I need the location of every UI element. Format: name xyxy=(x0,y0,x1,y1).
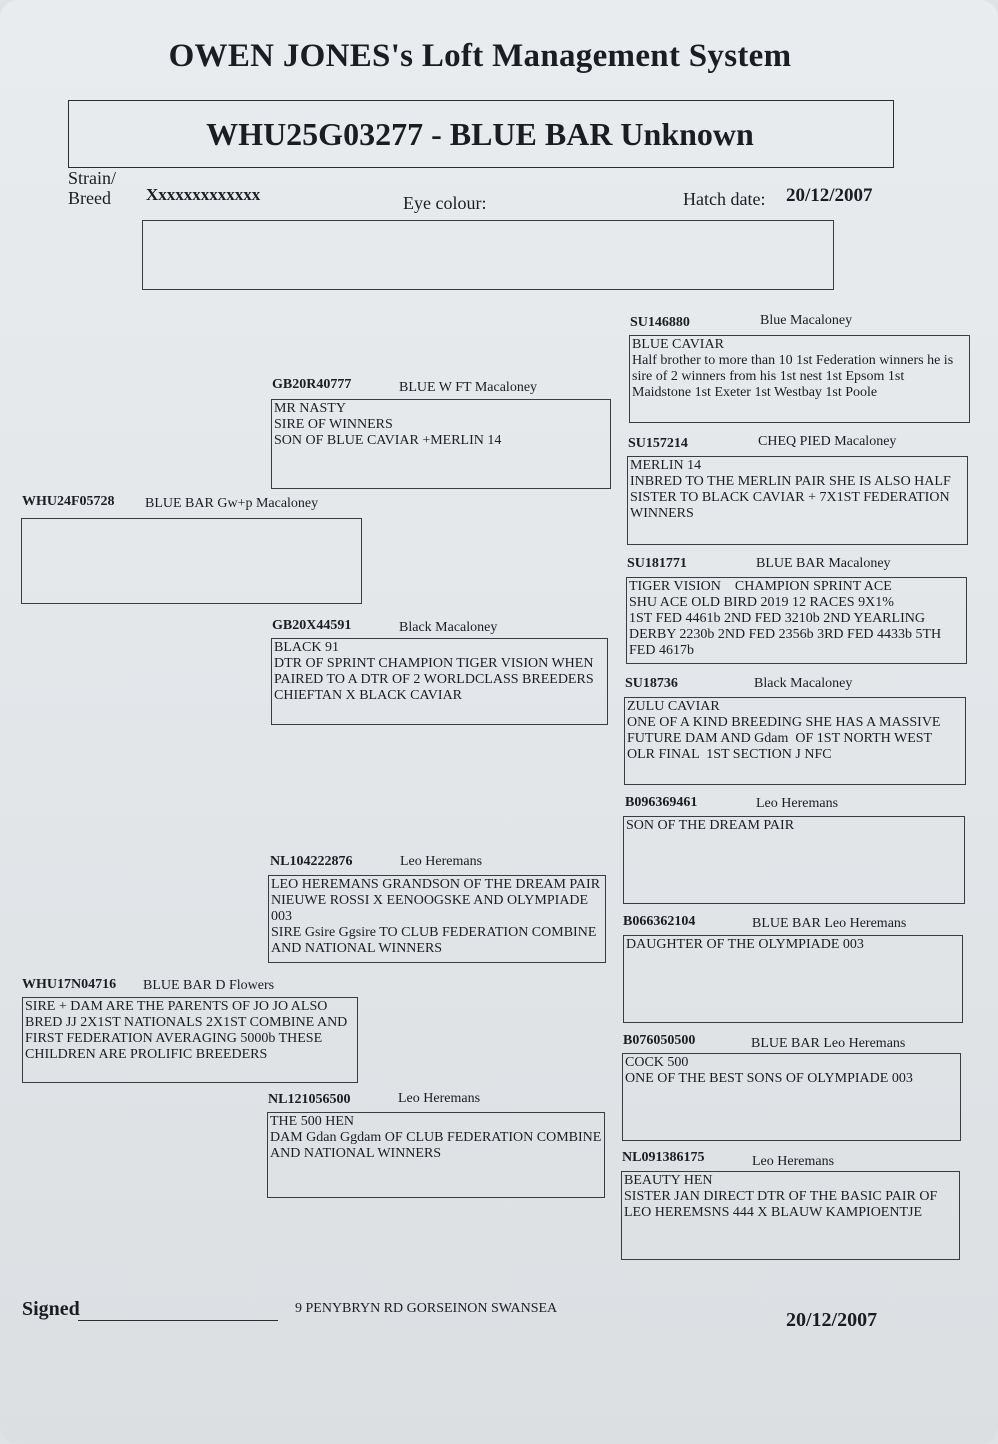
ddd-desc: Leo Heremans xyxy=(752,1154,835,1169)
hatch-date-value: 20/12/2007 xyxy=(786,185,873,206)
dd-ring: NL121056500 xyxy=(268,1092,351,1107)
sss-notes: BLUE CAVIAR Half brother to more than 10 1st Federation winners he is sire of 2 winners from his 1st nest 1st Epsom 1st Maidstone 1st Exeter 1st Westbay 1st Poole xyxy=(632,337,954,400)
sdd-notes-box xyxy=(624,697,966,785)
signature-line xyxy=(78,1320,278,1321)
dd-desc: Leo Heremans xyxy=(398,1091,481,1106)
sss-ring: SU146880 xyxy=(630,315,690,330)
sd-desc: Black Macaloney xyxy=(399,620,498,635)
ssd-notes: MERLIN 14 INBRED TO THE MERLIN PAIR SHE IS ALSO HALF SISTER TO BLACK CAVIAR + 7X1ST FEDERATION WINNERS xyxy=(630,458,951,521)
sdd-desc: Black Macaloney xyxy=(754,676,853,691)
bird-notes-box xyxy=(142,220,834,290)
system-title: OWEN JONES's Loft Management System xyxy=(168,38,792,74)
sd-notes-box xyxy=(271,638,608,725)
sire-desc: BLUE BAR Gw+p Macaloney xyxy=(145,496,319,511)
sire-notes-box xyxy=(21,518,362,604)
dss-ring: B096369461 xyxy=(625,795,698,810)
dsd-notes: DAUGHTER OF THE OLYMPIADE 003 xyxy=(626,937,864,952)
dam-desc: BLUE BAR D Flowers xyxy=(143,978,275,993)
dsd-notes-box xyxy=(623,935,963,1023)
dam-ring: WHU17N04716 xyxy=(22,977,117,992)
ds-desc: Leo Heremans xyxy=(400,854,483,869)
sds-notes-box xyxy=(626,577,967,664)
sire-ring: WHU24F05728 xyxy=(22,494,115,509)
ssd-desc: CHEQ PIED Macaloney xyxy=(758,434,897,449)
ds-notes: LEO HEREMANS GRANDSON OF THE DREAM PAIR NIEUWE ROSSI X EENOOGSKE AND OLYMPIADE 003 SIRE Gsire Ggsire TO CLUB FEDERATION COMBINE AND NATIONAL WINNERS xyxy=(271,877,601,956)
ss-ring: GB20R40777 xyxy=(272,377,352,392)
dsd-desc: BLUE BAR Leo Heremans xyxy=(752,916,907,931)
hatch-date-label: Hatch date: xyxy=(683,189,766,209)
sdd-ring: SU18736 xyxy=(625,676,678,691)
strain-value: Xxxxxxxxxxxxx xyxy=(146,185,261,204)
sss-notes-box xyxy=(629,335,970,423)
dd-notes: THE 500 HEN DAM Gdan Ggdam OF CLUB FEDERATION COMBINE AND NATIONAL WINNERS xyxy=(270,1114,602,1161)
ddd-notes-box xyxy=(621,1171,960,1260)
dds-notes: COCK 500 ONE OF THE BEST SONS OF OLYMPIADE 003 xyxy=(625,1055,913,1086)
sd-ring: GB20X44591 xyxy=(272,618,352,633)
footer-date: 20/12/2007 xyxy=(786,1309,878,1331)
signed-label: Signed xyxy=(22,1298,80,1320)
ssd-notes-box xyxy=(627,456,968,545)
ds-notes-box xyxy=(268,875,606,963)
dds-ring: B076050500 xyxy=(623,1033,696,1048)
strain-label: Strain/ Breed xyxy=(68,168,116,208)
sds-notes: TIGER VISION CHAMPION SPRINT ACE SHU ACE OLD BIRD 2019 12 RACES 9X1% 1ST FED 4461b 2ND FED 3210b 2ND YEARLING DERBY 2230b 2ND FED 2356b 3RD FED 4433b 5TH FED 4617b xyxy=(629,579,942,658)
dd-notes-box xyxy=(267,1112,605,1198)
dsd-ring: B066362104 xyxy=(623,914,696,929)
sd-notes: BLACK 91 DTR OF SPRINT CHAMPION TIGER VISION WHEN PAIRED TO A DTR OF 2 WORLDCLASS BREEDERS CHIEFTAN X BLACK CAVIAR xyxy=(274,640,594,703)
ss-desc: BLUE W FT Macaloney xyxy=(399,380,538,395)
sss-desc: Blue Macaloney xyxy=(760,313,853,328)
ssd-ring: SU157214 xyxy=(628,436,688,451)
bird-title: WHU25G03277 - BLUE BAR Unknown xyxy=(206,116,754,152)
sds-desc: BLUE BAR Macaloney xyxy=(756,556,891,571)
dss-notes: SON OF THE DREAM PAIR xyxy=(626,818,795,833)
dss-desc: Leo Heremans xyxy=(756,796,839,811)
ds-ring: NL104222876 xyxy=(270,854,353,869)
ddd-notes: BEAUTY HEN SISTER JAN DIRECT DTR OF THE BASIC PAIR OF LEO HEREMSNS 444 X BLAUW KAMPIOENTJE xyxy=(624,1173,938,1220)
dam-notes-box xyxy=(22,997,358,1083)
ss-notes: MR NASTY SIRE OF WINNERS SON OF BLUE CAVIAR +MERLIN 14 xyxy=(274,401,502,448)
sdd-notes: ZULU CAVIAR ONE OF A KIND BREEDING SHE HAS A MASSIVE FUTURE DAM AND Gdam OF 1ST NORTH WEST OLR FINAL 1ST SECTION J NFC xyxy=(627,699,941,762)
ddd-ring: NL091386175 xyxy=(622,1150,705,1165)
dds-notes-box xyxy=(622,1053,961,1141)
address: 9 PENYBRYN RD GORSEINON SWANSEA xyxy=(295,1301,558,1316)
dam-notes: SIRE + DAM ARE THE PARENTS OF JO JO ALSO BRED JJ 2X1ST NATIONALS 2X1ST COMBINE AND FIRST FEDERATION AVERAGING 5000b THESE CHILDREN ARE PROLIFIC BREEDERS xyxy=(25,999,348,1062)
sds-ring: SU181771 xyxy=(627,556,687,571)
ss-notes-box xyxy=(271,399,611,489)
dss-notes-box xyxy=(623,816,965,904)
dds-desc: BLUE BAR Leo Heremans xyxy=(751,1036,906,1051)
eye-colour-label: Eye colour: xyxy=(403,193,487,213)
